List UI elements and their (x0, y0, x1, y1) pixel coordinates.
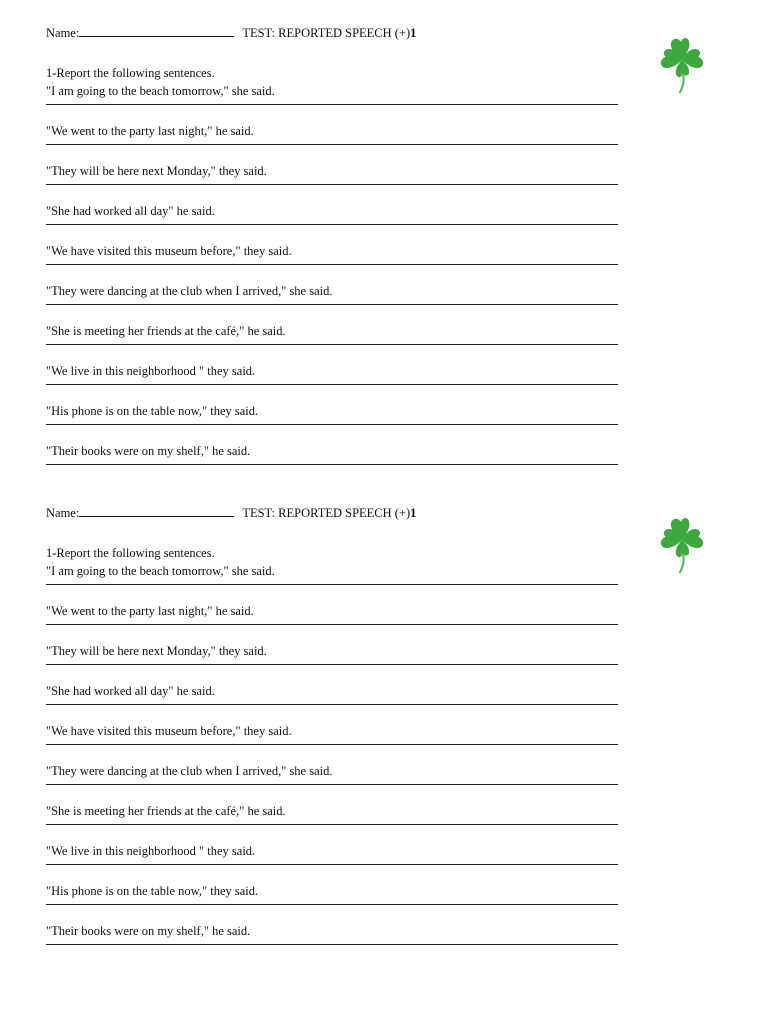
answer-line (46, 864, 618, 865)
answer-line (46, 344, 618, 345)
question-item (46, 762, 618, 802)
instructions: 1-Report the following sentences. (46, 546, 215, 560)
worksheet-header (46, 24, 618, 44)
question-item (46, 802, 618, 842)
test-number: 1 (410, 506, 417, 520)
question-item (46, 722, 618, 762)
question-text: "We have visited this museum before," they said. (46, 724, 292, 738)
question-text: "She is meeting her friends at the café," he said. (46, 804, 286, 818)
answer-line (46, 784, 618, 785)
name-blank (79, 504, 234, 517)
answer-line (46, 824, 618, 825)
question-item (46, 922, 618, 962)
answer-line (46, 664, 618, 665)
answer-line (46, 424, 618, 425)
question-text: "They were dancing at the club when I arrived," she said. (46, 764, 333, 778)
answer-line (46, 704, 618, 705)
question-text: "We live in this neighborhood " they said. (46, 844, 256, 858)
question-item (46, 282, 618, 322)
four-leaf-clover-icon (654, 510, 710, 576)
answer-line (46, 584, 618, 585)
question-text: "I am going to the beach tomorrow," she said. (46, 84, 275, 98)
question-list (46, 562, 618, 962)
question-text: "I am going to the beach tomorrow," she said. (46, 564, 275, 578)
question-item (46, 682, 618, 722)
question-text: "His phone is on the table now," they said. (46, 884, 259, 898)
question-item (46, 882, 618, 922)
question-item (46, 842, 618, 882)
worksheet-2 (46, 504, 618, 962)
question-text: "She had worked all day" he said. (46, 684, 215, 698)
answer-line (46, 904, 618, 905)
question-item (46, 242, 618, 282)
test-title: TEST: REPORTED SPEECH (+) (242, 26, 411, 40)
question-item (46, 442, 618, 482)
worksheet-header (46, 504, 618, 524)
answer-line (46, 304, 618, 305)
answer-line (46, 144, 618, 145)
answer-line (46, 104, 618, 105)
four-leaf-clover-icon (654, 30, 710, 96)
question-text: "We went to the party last night," he said. (46, 604, 254, 618)
question-text: "They will be here next Monday," they said. (46, 644, 267, 658)
question-item (46, 362, 618, 402)
worksheet-1 (46, 24, 618, 482)
question-item (46, 562, 618, 602)
question-text: "They were dancing at the club when I arrived," she said. (46, 284, 333, 298)
test-title: TEST: REPORTED SPEECH (+) (242, 506, 411, 520)
question-item (46, 202, 618, 242)
question-text: "Their books were on my shelf," he said. (46, 924, 251, 938)
answer-line (46, 264, 618, 265)
question-item (46, 642, 618, 682)
name-blank (79, 24, 234, 37)
question-list (46, 82, 618, 482)
name-label: Name: (46, 26, 80, 40)
question-text: "We have visited this museum before," they said. (46, 244, 292, 258)
answer-line (46, 624, 618, 625)
answer-line (46, 464, 618, 465)
question-item (46, 322, 618, 362)
question-text: "She had worked all day" he said. (46, 204, 215, 218)
instructions: 1-Report the following sentences. (46, 66, 215, 80)
answer-line (46, 944, 618, 945)
question-item (46, 122, 618, 162)
question-item (46, 82, 618, 122)
question-text: "They will be here next Monday," they said. (46, 164, 267, 178)
answer-line (46, 384, 618, 385)
question-item (46, 162, 618, 202)
answer-line (46, 184, 618, 185)
name-label: Name: (46, 506, 80, 520)
test-number: 1 (410, 26, 417, 40)
question-text: "She is meeting her friends at the café," he said. (46, 324, 286, 338)
question-text: "We live in this neighborhood " they said. (46, 364, 256, 378)
question-text: "Their books were on my shelf," he said. (46, 444, 251, 458)
answer-line (46, 224, 618, 225)
answer-line (46, 744, 618, 745)
question-item (46, 602, 618, 642)
question-item (46, 402, 618, 442)
question-text: "We went to the party last night," he said. (46, 124, 254, 138)
question-text: "His phone is on the table now," they said. (46, 404, 259, 418)
